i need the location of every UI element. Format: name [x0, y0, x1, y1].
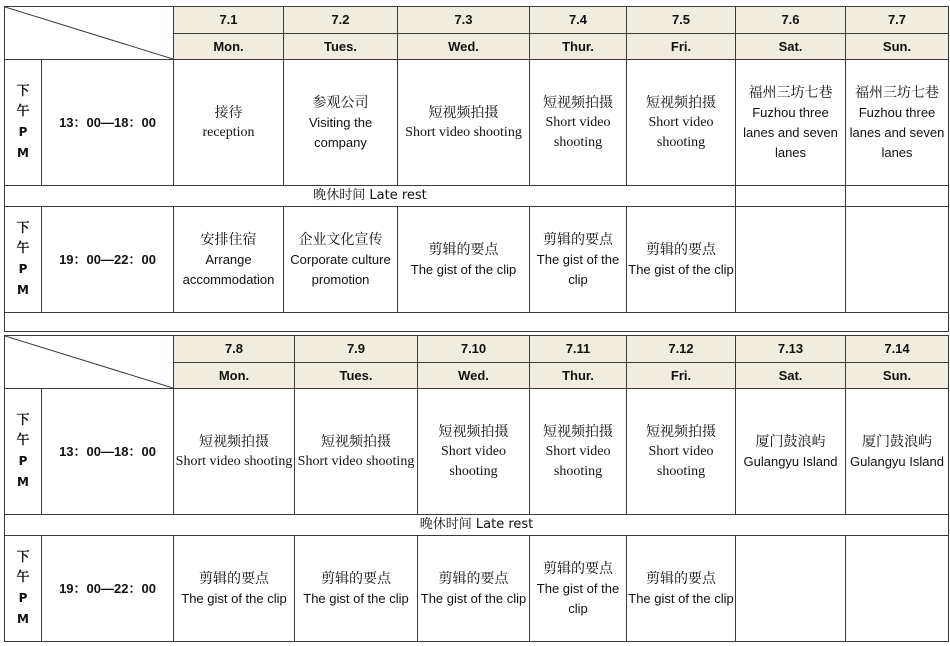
activity-zh: 福州三坊七巷: [748, 84, 833, 101]
activity-zh: 剪辑的要点: [438, 570, 509, 587]
activity-en: Fuzhou three lanes and seven lanes: [849, 104, 945, 160]
weekday-cell: Sun.: [846, 34, 949, 60]
date-cell: 7.2: [284, 7, 398, 34]
activity-zh: 短视频拍摄: [199, 433, 269, 450]
period-en-1: P: [18, 453, 28, 468]
date-cell: 7.12: [627, 336, 736, 363]
evening-row: [5, 207, 949, 313]
empty-cell: [846, 186, 949, 207]
late-rest-label: 晚休时间 Late rest: [5, 515, 949, 536]
activity-zh: 剪辑的要点: [199, 570, 269, 587]
time-slot-evening: 19：00—22：00: [42, 207, 174, 313]
time-slot-afternoon: 13：00—18：00: [42, 60, 174, 186]
activity-en: Short video shooting: [441, 443, 506, 479]
activity-cell: [736, 389, 846, 515]
weekday-cell: Thur.: [530, 34, 627, 60]
diagonal-divider: [5, 336, 173, 388]
spacer-cell: [5, 313, 949, 332]
date-cell: 7.11: [530, 336, 627, 363]
period-label: [5, 207, 42, 313]
header-corner-cell: [5, 7, 174, 60]
weekday-cell: Mon.: [174, 363, 295, 389]
activity-cell: [418, 536, 530, 642]
diagonal-divider: [5, 7, 173, 59]
period-cn-2: 午: [16, 103, 30, 119]
activity-zh: 剪辑的要点: [543, 560, 613, 577]
period-en-2: M: [17, 611, 29, 626]
period-cn-1: 下: [16, 549, 30, 565]
activity-en: Short video shooting: [405, 124, 522, 140]
time-slot-afternoon: 13：00—18：00: [42, 389, 174, 515]
date-cell: 7.13: [736, 336, 846, 363]
activity-cell: [530, 389, 627, 515]
activity-cell: [418, 389, 530, 515]
period-en-1: P: [18, 261, 28, 276]
activity-en: The gist of the clip: [410, 261, 517, 277]
late-rest-row: [5, 186, 949, 207]
date-cell: 7.5: [627, 7, 736, 34]
late-rest-row: [5, 515, 949, 536]
late-rest-label: 晚休时间 Late rest: [5, 186, 736, 207]
date-cell: 7.4: [530, 7, 627, 34]
activity-zh: 短视频拍摄: [543, 94, 613, 111]
period-cn-1: 下: [16, 412, 30, 428]
activity-zh: 安排住宿: [200, 231, 257, 248]
afternoon-row: [5, 60, 949, 186]
weekday-cell: Sat.: [736, 34, 846, 60]
activity-cell: [736, 207, 846, 313]
activity-zh: 接待: [214, 104, 243, 121]
activity-zh: 厦门鼓浪屿: [755, 433, 826, 450]
activity-zh: 企业文化宣传: [298, 231, 383, 248]
date-cell: 7.7: [846, 7, 949, 34]
activity-en: reception: [202, 124, 255, 140]
period-label: [5, 536, 42, 642]
activity-cell: [736, 60, 846, 186]
period-en-1: P: [18, 590, 28, 605]
date-cell: 7.14: [846, 336, 949, 363]
date-cell: 7.3: [398, 7, 530, 34]
afternoon-row: [5, 389, 949, 515]
activity-zh: 短视频拍摄: [428, 104, 499, 121]
activity-en: Short video shooting: [175, 453, 293, 469]
period-cn-2: 午: [16, 240, 30, 256]
date-row: [5, 7, 949, 34]
activity-en: Short video shooting: [648, 443, 714, 479]
period-cn-2: 午: [16, 569, 30, 585]
weekday-cell: Sun.: [846, 363, 949, 389]
activity-cell: [846, 60, 949, 186]
activity-cell: [295, 389, 418, 515]
activity-cell: [736, 536, 846, 642]
activity-zh: 剪辑的要点: [543, 231, 613, 248]
activity-en: The gist of the clip: [303, 590, 409, 606]
activity-en: Short video shooting: [297, 453, 415, 469]
schedule-table-week-2: [4, 335, 949, 642]
activity-cell: [627, 536, 736, 642]
weekday-cell: Fri.: [627, 34, 736, 60]
empty-cell: [736, 186, 846, 207]
period-label: [5, 60, 42, 186]
activity-zh: 短视频拍摄: [646, 423, 716, 440]
weekday-cell: Sat.: [736, 363, 846, 389]
period-label: [5, 389, 42, 515]
period-cn-1: 下: [16, 220, 30, 236]
activity-zh: 短视频拍摄: [321, 433, 391, 450]
schedule-table-week-1: [4, 6, 949, 332]
activity-cell: [530, 536, 627, 642]
activity-cell: [530, 60, 627, 186]
weekday-cell: Tues.: [295, 363, 418, 389]
activity-cell: [846, 536, 949, 642]
activity-cell: [284, 207, 398, 313]
period-cn-1: 下: [16, 83, 30, 99]
date-cell: 7.1: [174, 7, 284, 34]
weekday-cell: Fri.: [627, 363, 736, 389]
weekday-cell: Thur.: [530, 363, 627, 389]
activity-en: Gulangyu Island: [850, 453, 944, 469]
evening-row: [5, 536, 949, 642]
time-slot-evening: 19：00—22：00: [42, 536, 174, 642]
header-corner-cell: [5, 336, 174, 389]
date-cell: 7.8: [174, 336, 295, 363]
date-row: [5, 336, 949, 363]
activity-cell: [627, 207, 736, 313]
activity-zh: 短视频拍摄: [646, 94, 716, 111]
period-en-2: M: [17, 282, 29, 297]
activity-cell: [295, 536, 418, 642]
period-en-2: M: [17, 474, 29, 489]
activity-cell: [174, 389, 295, 515]
date-cell: 7.6: [736, 7, 846, 34]
activity-cell: [284, 60, 398, 186]
activity-cell: [174, 60, 284, 186]
activity-en: The gist of the clip: [628, 261, 734, 277]
activity-en: Corporate culture promotion: [290, 251, 391, 287]
activity-en: Short video shooting: [545, 443, 611, 479]
weekday-cell: Tues.: [284, 34, 398, 60]
activity-zh: 剪辑的要点: [646, 570, 716, 587]
activity-en: The gist of the clip: [420, 590, 527, 606]
activity-cell: [530, 207, 627, 313]
activity-zh: 福州三坊七巷: [855, 84, 939, 101]
period-en-1: P: [18, 124, 28, 139]
weekday-cell: Wed.: [418, 363, 530, 389]
activity-zh: 厦门鼓浪屿: [862, 433, 932, 450]
activity-cell: [846, 207, 949, 313]
activity-en: Fuzhou three lanes and seven lanes: [743, 104, 838, 160]
activity-cell: [174, 207, 284, 313]
date-cell: 7.10: [418, 336, 530, 363]
activity-en: Short video shooting: [648, 114, 714, 150]
spacer-row: [5, 313, 949, 332]
activity-cell: [398, 60, 530, 186]
activity-zh: 短视频拍摄: [438, 423, 509, 440]
activity-en: Visiting the company: [308, 114, 373, 150]
activity-zh: 参观公司: [312, 94, 369, 111]
weekday-cell: Mon.: [174, 34, 284, 60]
activity-en: Short video shooting: [545, 114, 611, 150]
activity-cell: [627, 389, 736, 515]
activity-en: The gist of the clip: [536, 251, 620, 287]
activity-cell: [627, 60, 736, 186]
activity-cell: [174, 536, 295, 642]
activity-cell: [398, 207, 530, 313]
activity-en: The gist of the clip: [536, 580, 620, 616]
activity-zh: 短视频拍摄: [543, 423, 613, 440]
date-cell: 7.9: [295, 336, 418, 363]
activity-zh: 剪辑的要点: [428, 241, 499, 258]
period-cn-2: 午: [16, 432, 30, 448]
period-en-2: M: [17, 145, 29, 160]
activity-en: The gist of the clip: [181, 590, 287, 606]
activity-cell: [846, 389, 949, 515]
activity-zh: 剪辑的要点: [321, 570, 391, 587]
activity-en: Arrange accommodation: [182, 251, 275, 287]
activity-en: The gist of the clip: [628, 590, 734, 606]
weekday-cell: Wed.: [398, 34, 530, 60]
activity-en: Gulangyu Island: [743, 453, 838, 469]
activity-zh: 剪辑的要点: [646, 241, 716, 258]
